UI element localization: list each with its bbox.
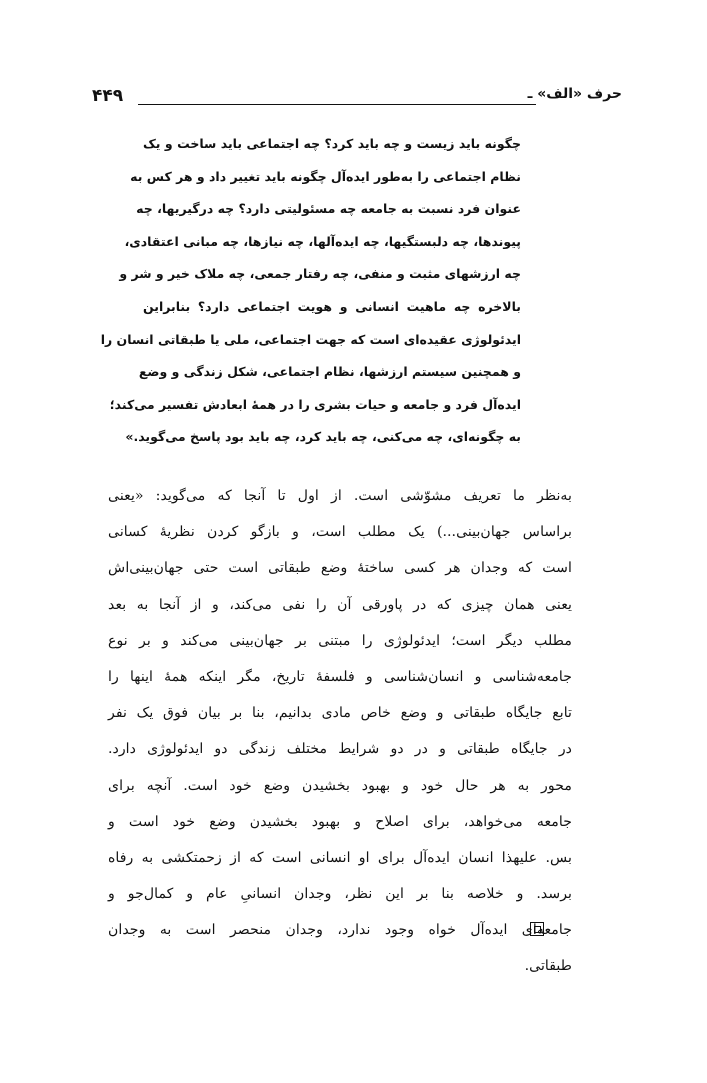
body-line: تابع جایگاه طبقاتی و وضع خاص مادی بدانیم، بنا بر بیان فوق یک نفر bbox=[108, 705, 572, 722]
body-line: جامعه می‌خواهد، برای اصلاح و بهبود بخشیدن وضع خود است و bbox=[108, 813, 572, 830]
quote-line: نظام اجتماعی را به‌طور ایده‌آل چگونه باید تغییر داد و هر کس به bbox=[130, 168, 521, 184]
quote-line: پیوندها، چه دلبستگیها، چه ایده‌آلها، چه نیازها، چه مبانی اعتقادی، bbox=[124, 233, 521, 249]
body-line: محور به هر حال خود و بهبود بخشیدن وضع خود است. آنچه برای bbox=[108, 777, 572, 794]
quote-line: عنوان فرد نسبت به جامعه چه مسئولیتی دارد؟ چه درگیریها، چه bbox=[136, 201, 521, 217]
quote-line: ایدئولوژی عقیده‌ای است که جهت اجتماعی، ملی یا طبقاتی انسان را bbox=[100, 331, 521, 347]
quote-line: بالاخره چه ماهیت انسانی و هویت اجتماعی دارد؟ بنابراین bbox=[143, 298, 521, 314]
body-line: جامعه‌شناسی و انسان‌شناسی و فلسفهٔ تاریخ، مگر اینکه همهٔ اینها را bbox=[108, 668, 572, 685]
body-line: به‌نظر ما تعریف مشوّشی است. از اول تا آنجا که می‌گوید: «یعنی bbox=[108, 488, 572, 504]
header-rule bbox=[138, 104, 536, 105]
body-line: برسد. و خلاصه بنا بر این نظر، وجدان انسانیِ عام و کمال‌جو و bbox=[108, 886, 572, 903]
page-number: ۴۴۹ bbox=[92, 86, 124, 106]
body-line: جامعه‌ای ایده‌آل خواه وجود ندارد، وجدان منحصر است به وجدان bbox=[108, 922, 572, 939]
body-line: طبقاتی. bbox=[524, 958, 572, 975]
quote-line: چه ارزشهای مثبت و منفی، چه رفتار جمعی، چه ملاک خیر و شر و bbox=[119, 266, 521, 282]
body-line: براساس جهان‌بینی...) یک مطلب است، و بازگو کردن نظریهٔ کسانی bbox=[108, 524, 572, 541]
end-of-entry-icon bbox=[530, 922, 544, 936]
body-line: در جایگاه طبقاتی و در دو شرایط مختلف زندگی دو ایدئولوژی دارد. bbox=[108, 741, 572, 758]
page-header bbox=[92, 86, 622, 110]
running-head: حرف «الف» ـ bbox=[527, 86, 622, 102]
body-paragraph bbox=[108, 478, 572, 985]
body-line: بس. علیهذا انسان ایده‌آل برای او انسانی است که از زحمتکشی به رفاه bbox=[108, 849, 572, 866]
quote-line: به چگونه‌ای، چه می‌کنی، چه باید کرد، چه باید بود پاسخ می‌گوید.» bbox=[125, 429, 521, 445]
body-line: یعنی همان چیزی که در پاورقی آن را نفی می‌کند، و از آنجا به بعد bbox=[108, 596, 572, 613]
quotation-block bbox=[100, 128, 521, 454]
quote-line: چگونه باید زیست و چه باید کرد؟ چه اجتماعی باید ساخت و یک bbox=[143, 136, 521, 151]
quote-line: و همچنین سیستم ارزشها، نظام اجتماعی، شکل زندگی و وضع bbox=[138, 364, 521, 380]
body-line: است که وجدان هر کسی ساختهٔ وضع طبقاتی است حتی جهان‌بینی‌اش bbox=[108, 560, 572, 577]
body-line: مطلب دیگر است؛ ایدئولوژی را مبتنی بر جهان‌بینی می‌کند و بر نوع bbox=[108, 632, 572, 649]
quote-line: ایده‌آل فرد و جامعه و حیات بشری را در همهٔ ابعادش تفسیر می‌کند؛ bbox=[109, 396, 521, 412]
